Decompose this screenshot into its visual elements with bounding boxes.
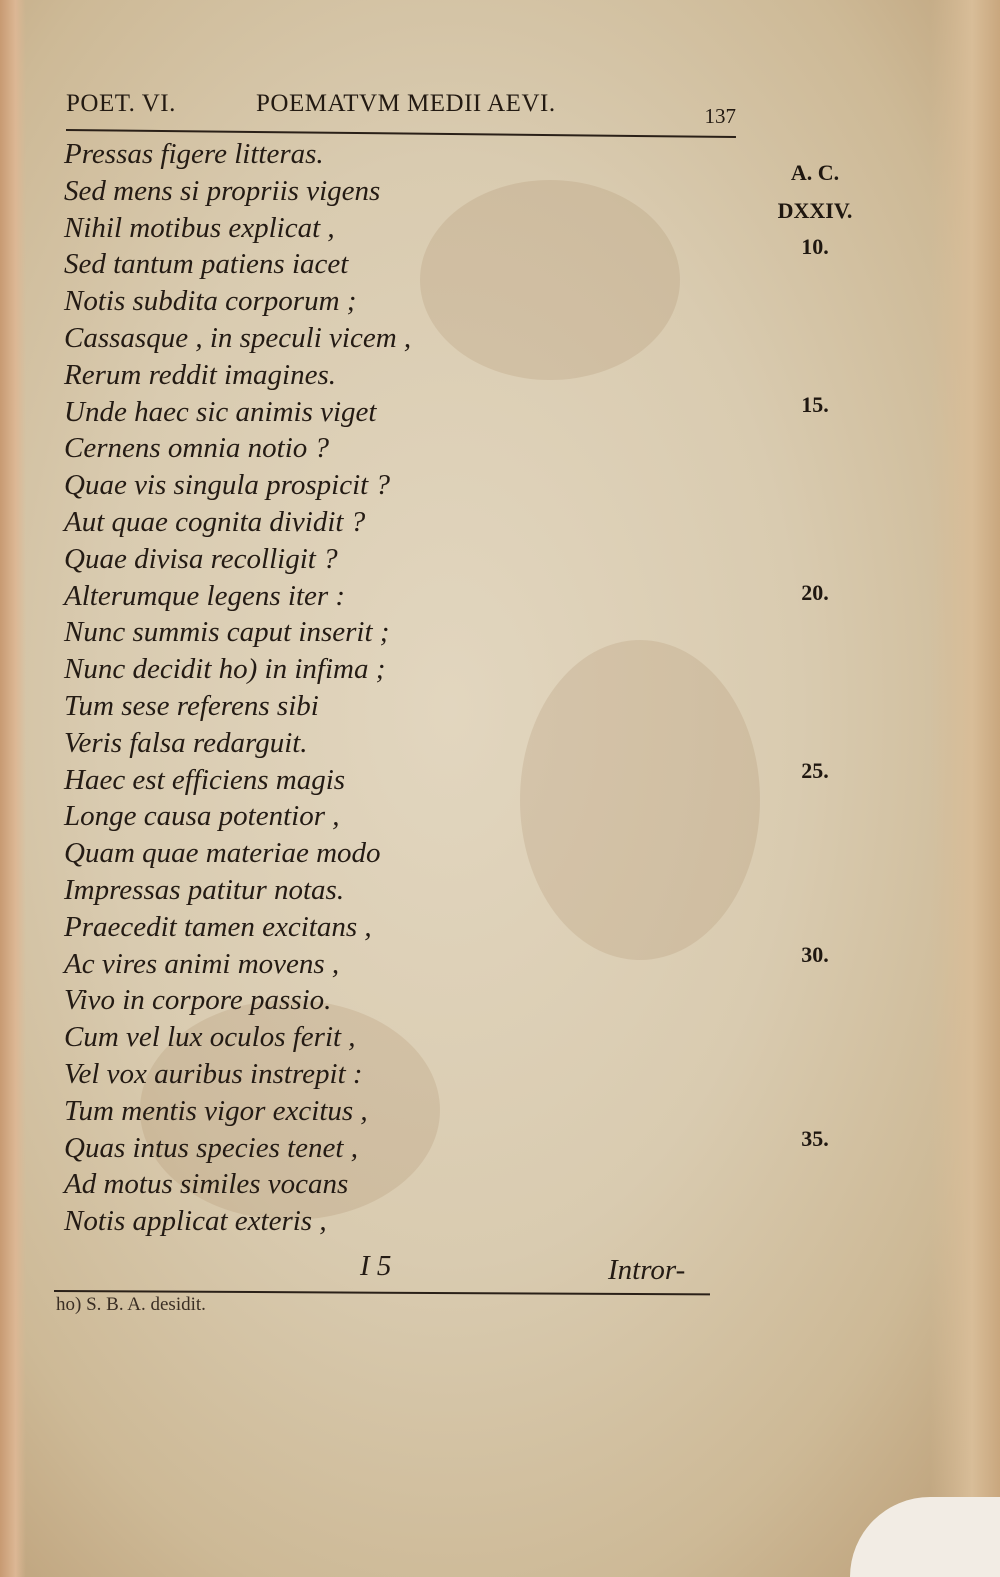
verse-line: Tum mentis vigor excitus ,	[64, 1094, 368, 1127]
verse-line: Quae vis singula prospicit ?	[64, 469, 390, 502]
verse-line: Notis subdita corporum ;	[64, 285, 357, 318]
page-edge-left	[0, 0, 26, 1577]
margin-line-number: 25.	[801, 758, 829, 783]
catchword: Intror-	[608, 1254, 686, 1286]
verse-line: Nihil motibus explicat ,	[64, 211, 335, 244]
verse-line: Alterumque legens iter :	[64, 579, 346, 612]
margin-line-number: 15.	[801, 392, 829, 417]
header-section: POET. VI.	[66, 90, 176, 117]
verse-line: Impressas patitur notas.	[64, 873, 345, 906]
margin-line-number: 20.	[801, 580, 829, 605]
verse-line: Vivo in corpore passio.	[64, 984, 332, 1017]
verse-line: Nunc decidit ho) in infima ;	[64, 653, 386, 686]
verse-line: Tum sese referens sibi	[64, 689, 319, 722]
verse-line: Quae divisa recolligit ?	[64, 542, 338, 575]
verse-line: Quam quae materiae modo	[64, 837, 381, 870]
verse-line: Sed tantum patiens iacet	[64, 248, 349, 281]
margin-line-number: 10.	[801, 234, 829, 259]
verse-line: Veris falsa redarguit.	[64, 726, 308, 759]
page-corner-torn	[850, 1497, 1000, 1577]
verse-list	[64, 136, 584, 1240]
footnote: ho) S. B. A. desidit.	[56, 1294, 206, 1315]
verse-line: Pressas figere litteras.	[64, 138, 324, 170]
page-number: 137	[704, 104, 736, 128]
verse-line: Vel vox auribus instrepit :	[64, 1057, 363, 1090]
verse-line: Ac vires animi movens ,	[64, 947, 340, 980]
verse-line: Rerum reddit imagines.	[64, 358, 336, 391]
signature-mark: I 5	[360, 1250, 392, 1282]
verse-line: Longe causa potentior ,	[64, 800, 340, 833]
page-edge-right	[930, 0, 1000, 1577]
verse-line: Cum vel lux oculos ferit ,	[64, 1021, 356, 1054]
verse-line: Praecedit tamen excitans ,	[64, 910, 372, 943]
verse-line: Unde haec sic animis viget	[64, 395, 377, 428]
running-header	[66, 86, 736, 130]
verse-line: Ad motus similes vocans	[64, 1168, 349, 1201]
header-title: POEMATVM MEDII AEVI.	[256, 90, 556, 117]
margin-year: DXXIV.	[777, 198, 853, 223]
verse-line: Aut quae cognita dividit ?	[64, 505, 366, 538]
margin-line-number: 30.	[801, 942, 829, 967]
margin-era: A. C.	[790, 160, 840, 185]
verse-line: Haec est efficiens magis	[64, 763, 346, 796]
verse-line: Cernens omnia notio ?	[64, 432, 330, 465]
margin-line-number: 35.	[801, 1126, 829, 1151]
verse-line: Notis applicat exteris ,	[64, 1205, 327, 1238]
verse-line: Nunc summis caput inserit ;	[64, 616, 390, 649]
verse-line: Quas intus species tenet ,	[64, 1131, 358, 1164]
verse-line: Sed mens si propriis vigens	[64, 174, 381, 207]
verse-line: Cassasque , in speculi vicem ,	[64, 321, 412, 354]
